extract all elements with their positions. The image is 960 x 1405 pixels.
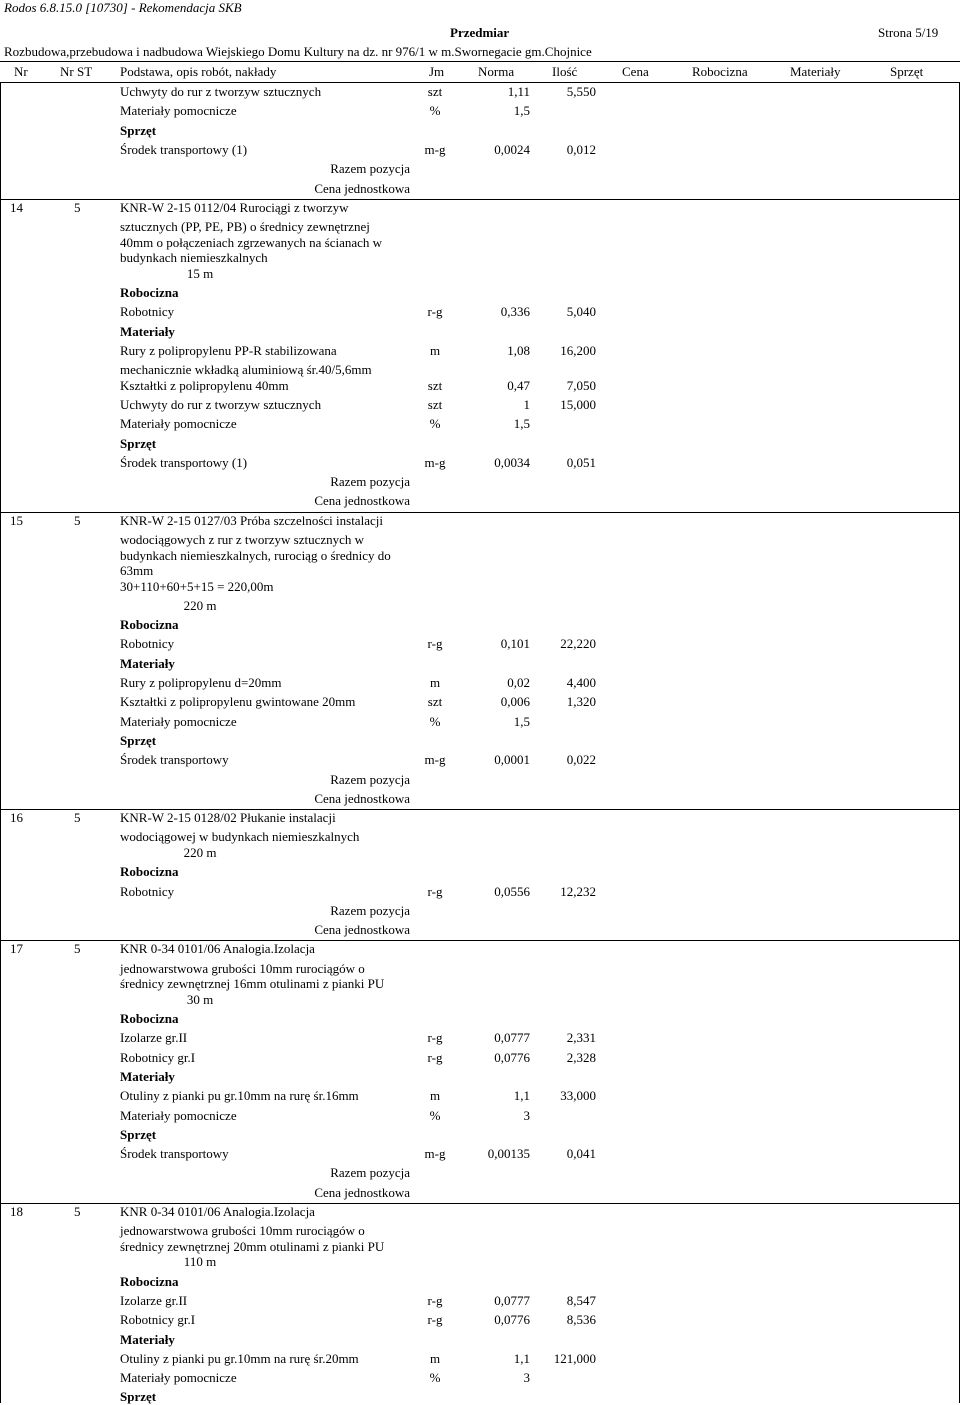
item-unit: m	[429, 1088, 441, 1104]
item-description: Materiały pomocnicze	[120, 103, 237, 119]
item-unit: r-g	[427, 304, 443, 320]
item-unit: %	[429, 416, 441, 432]
item-norm: 1,5	[513, 103, 530, 119]
summary-label: Razem pozycja	[330, 474, 410, 490]
position-st: 5	[74, 512, 81, 528]
position-st: 5	[74, 1204, 81, 1219]
position-number: 16	[10, 810, 23, 826]
item-norm: 0,0776	[494, 1312, 530, 1328]
item-unit: %	[429, 1370, 441, 1386]
item-quantity: 2,331	[566, 1030, 596, 1046]
col-equipment: Sprzęt	[890, 64, 924, 79]
item-description: Uchwyty do rur z tworzyw sztucznych	[120, 84, 322, 99]
item-description: sztucznych (PP, PE, PB) o średnicy zewnętrznej	[120, 219, 370, 235]
item-description: jednowarstwowa grubości 10mm rurociągów o	[120, 960, 365, 976]
item-norm: 0,0777	[494, 1030, 530, 1046]
item-description: średnicy zewnętrznej 16mm otulinami z pianki PU	[120, 976, 385, 992]
item-quantity: 16,200	[560, 342, 596, 358]
item-description: Uchwyty do rur z tworzyw sztucznych	[120, 396, 322, 412]
item-quantity: 2,328	[566, 1049, 596, 1065]
item-description: Materiały pomocnicze	[120, 1370, 237, 1386]
item-unit: r-g	[427, 1030, 443, 1046]
item-description: wodociągowej w budynkach niemieszkalnych	[120, 829, 360, 845]
col-price: Cena	[622, 64, 649, 79]
item-description: Środek transportowy	[120, 1146, 229, 1162]
section-label: Robocizna	[120, 1273, 179, 1289]
item-quantity: 12,232	[560, 883, 596, 899]
item-norm: 0,0776	[494, 1049, 530, 1065]
item-unit: m	[429, 342, 441, 358]
item-description: Otuliny z pianki pu gr.10mm na rurę śr.20mm	[120, 1350, 359, 1366]
item-description: 110 m	[183, 1254, 217, 1270]
col-quantity: Ilość	[552, 64, 578, 79]
item-unit: m-g	[424, 141, 446, 157]
item-description: 15 m	[186, 265, 214, 281]
item-description: 220 m	[183, 597, 217, 613]
item-unit: r-g	[427, 1292, 443, 1308]
item-norm: 0,00135	[487, 1146, 530, 1162]
item-description: Kształtki z polipropylenu 40mm	[120, 377, 289, 393]
item-quantity: 8,536	[566, 1312, 596, 1328]
table-header	[0, 62, 960, 82]
item-description: Robotnicy	[120, 883, 175, 899]
summary-label: Cena jednostkowa	[314, 790, 410, 806]
item-description: 40mm o połączeniach zgrzewanych na ścianach w	[120, 234, 383, 250]
position-number: 18	[10, 1204, 23, 1219]
position-st: 5	[74, 810, 81, 826]
item-unit: %	[429, 713, 441, 729]
item-unit: r-g	[427, 883, 443, 899]
item-unit: %	[429, 103, 441, 119]
app-title: Rodos 6.8.15.0 [10730] - Rekomendacja SKB	[4, 0, 242, 15]
item-description: KNR 0-34 0101/06 Analogia.Izolacja	[120, 1204, 315, 1219]
item-quantity: 0,012	[566, 141, 596, 157]
item-norm: 0,0556	[494, 883, 530, 899]
item-norm: 1,1	[513, 1088, 530, 1104]
item-description: Rury z polipropylenu d=20mm	[120, 675, 282, 690]
item-unit: m	[429, 675, 441, 690]
section-label: Robocizna	[120, 617, 179, 633]
section-label: Robocizna	[120, 284, 179, 300]
item-unit: szt	[427, 396, 443, 412]
summary-label: Razem pozycja	[330, 161, 410, 177]
section-label: Sprzęt	[120, 1389, 157, 1405]
position-number: 14	[10, 199, 23, 215]
item-unit: r-g	[427, 636, 443, 652]
item-unit: %	[429, 1107, 441, 1123]
item-description: Materiały pomocnicze	[120, 1107, 237, 1123]
item-quantity: 8,547	[566, 1292, 596, 1308]
item-unit: szt	[427, 377, 443, 393]
item-quantity: 0,051	[566, 454, 596, 470]
position-number: 15	[10, 512, 23, 528]
item-quantity: 4,400	[566, 675, 596, 690]
item-unit: r-g	[427, 1312, 443, 1328]
summary-label: Cena jednostkowa	[314, 493, 410, 509]
section-label: Materiały	[120, 1068, 175, 1084]
item-norm: 1,08	[507, 342, 530, 358]
item-unit: m-g	[424, 752, 446, 768]
item-unit: szt	[427, 694, 443, 710]
item-description: budynkach niemieszkalnych	[120, 250, 268, 266]
col-labour: Robocizna	[692, 64, 748, 79]
position-st: 5	[74, 199, 81, 215]
summary-label: Razem pozycja	[330, 1165, 410, 1181]
item-quantity: 0,041	[566, 1146, 596, 1162]
summary-label: Razem pozycja	[330, 771, 410, 787]
item-description: średnicy zewnętrznej 20mm otulinami z pianki PU	[120, 1238, 385, 1254]
item-unit: r-g	[427, 1049, 443, 1065]
item-description: jednowarstwowa grubości 10mm rurociągów o	[120, 1223, 365, 1239]
summary-label: Cena jednostkowa	[314, 922, 410, 938]
item-quantity: 121,000	[553, 1350, 596, 1366]
item-description: Robotnicy gr.I	[120, 1312, 196, 1328]
item-description: 220 m	[183, 844, 217, 860]
item-norm: 1,5	[513, 416, 530, 432]
item-norm: 0,336	[500, 304, 530, 320]
section-label: Sprzęt	[120, 732, 157, 748]
item-quantity: 1,320	[566, 694, 596, 710]
item-quantity: 7,050	[566, 377, 596, 393]
item-norm: 1	[523, 396, 530, 412]
item-description: Izolarze gr.II	[120, 1030, 188, 1046]
section-label: Sprzęt	[120, 122, 157, 138]
item-norm: 3	[523, 1370, 530, 1386]
item-description: 63mm	[120, 563, 154, 578]
item-norm: 3	[523, 1107, 530, 1123]
item-description: 30+110+60+5+15 = 220,00m	[120, 578, 274, 594]
project-subtitle: Rozbudowa,przebudowa i nadbudowa Wiejskiego Domu Kultury na dz. nr 976/1 w m.Swornegacie gm.Chojnice	[4, 44, 592, 59]
col-nr: Nr	[14, 64, 28, 79]
section-label: Sprzęt	[120, 435, 157, 451]
item-norm: 1,11	[507, 84, 530, 99]
item-unit: m-g	[424, 1146, 446, 1162]
item-norm: 0,0024	[494, 141, 530, 157]
page-number: Strona 5/19	[878, 25, 939, 40]
col-description: Podstawa, opis robót, nakłady	[120, 64, 277, 79]
item-description: Materiały pomocnicze	[120, 416, 237, 432]
col-nr-st: Nr ST	[60, 64, 93, 79]
item-unit: m-g	[424, 454, 446, 470]
item-unit: szt	[427, 84, 443, 99]
item-description: Środek transportowy (1)	[120, 454, 248, 470]
item-description: KNR-W 2-15 0127/03 Próba szczelności instalacji	[120, 512, 383, 528]
item-norm: 0,47	[507, 377, 530, 393]
summary-label: Razem pozycja	[330, 902, 410, 918]
item-description: Kształtki z polipropylenu gwintowane 20mm	[120, 694, 356, 710]
item-description: Rury z polipropylenu PP-R stabilizowana	[120, 342, 337, 358]
item-norm: 0,0034	[494, 454, 530, 470]
section-label: Robocizna	[120, 864, 179, 880]
item-description: Materiały pomocnicze	[120, 713, 237, 729]
item-description: Robotnicy	[120, 304, 175, 320]
item-description: Środek transportowy (1)	[120, 141, 248, 157]
item-norm: 0,02	[507, 675, 530, 690]
item-description: KNR-W 2-15 0112/04 Rurociągi z tworzyw	[120, 199, 349, 215]
item-description: KNR-W 2-15 0128/02 Płukanie instalacji	[120, 810, 336, 826]
item-description: budynkach niemieszkalnych, rurociąg o średnicy do	[120, 547, 391, 563]
table-left-border	[0, 82, 1, 1403]
item-description: Robotnicy	[120, 636, 175, 652]
item-norm: 0,0001	[494, 752, 530, 768]
item-norm: 1,1	[513, 1350, 530, 1366]
item-quantity: 22,220	[560, 636, 596, 652]
summary-label: Cena jednostkowa	[314, 180, 410, 196]
item-description: 30 m	[186, 991, 214, 1007]
item-description: mechanicznie wkładką aluminiową śr.40/5,6mm	[120, 362, 372, 378]
position-st: 5	[74, 941, 81, 957]
section-label: Materiały	[120, 655, 175, 671]
item-description: Środek transportowy	[120, 752, 229, 768]
document-title: Przedmiar	[450, 25, 510, 40]
item-description: wodociągowych z rur z tworzyw sztucznych w	[120, 532, 365, 547]
item-description: Izolarze gr.II	[120, 1292, 188, 1308]
item-description: Otuliny z pianki pu gr.10mm na rurę śr.16mm	[120, 1088, 359, 1104]
col-norm: Norma	[478, 64, 515, 79]
item-quantity: 33,000	[560, 1088, 596, 1104]
item-unit: m	[429, 1350, 441, 1366]
item-quantity: 15,000	[560, 396, 596, 412]
section-label: Robocizna	[120, 1011, 179, 1026]
item-quantity: 0,022	[566, 752, 596, 768]
item-norm: 0,0777	[494, 1292, 530, 1308]
item-norm: 1,5	[513, 713, 530, 729]
item-quantity: 5,040	[566, 304, 596, 320]
section-label: Materiały	[120, 323, 175, 339]
summary-label: Cena jednostkowa	[314, 1184, 410, 1200]
header-bottom-rule	[0, 82, 960, 83]
item-description: KNR 0-34 0101/06 Analogia.Izolacja	[120, 941, 315, 957]
item-norm: 0,101	[500, 636, 530, 652]
item-quantity: 5,550	[566, 84, 596, 99]
section-label: Materiały	[120, 1331, 175, 1347]
col-materials: Materiały	[790, 64, 841, 79]
section-label: Sprzęt	[120, 1126, 157, 1142]
item-norm: 0,006	[500, 694, 530, 710]
position-number: 17	[10, 941, 23, 957]
col-unit: Jm	[429, 64, 445, 79]
item-description: Robotnicy gr.I	[120, 1049, 196, 1065]
